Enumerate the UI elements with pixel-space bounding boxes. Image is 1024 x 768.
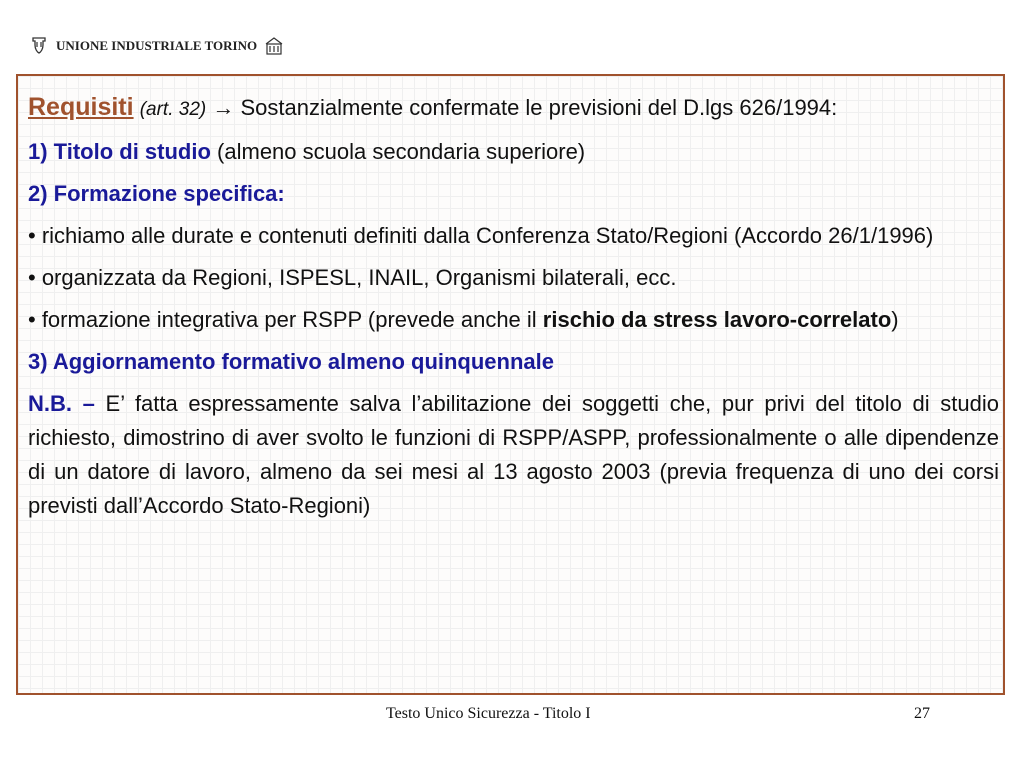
page-number: 27	[914, 705, 930, 722]
bullet3-suffix: )	[891, 307, 899, 332]
bullet-rspp-training	[28, 303, 999, 337]
item-study-title	[28, 135, 999, 169]
bullet-duration: • richiamo alle durate e contenuti definiti dalla Conferenza Stato/Regioni (Accordo 26/1/1996)	[28, 223, 934, 248]
slide-content-box	[16, 74, 1005, 695]
item1-text: (almeno scuola secondaria superiore)	[217, 139, 586, 164]
item2-label: 2) Formazione specifica:	[28, 181, 285, 206]
org-name: UNIONE INDUSTRIALE TORINO	[56, 38, 258, 53]
arrow-icon: →	[212, 95, 235, 120]
nb-paragraph	[28, 387, 999, 523]
requirements-summary: Sostanzialmente confermate le previsioni del D.lgs 626/1994:	[240, 95, 838, 120]
item1-label: 1) Titolo di studio	[28, 139, 211, 164]
bullet3-stress: rischio da stress lavoro-correlato	[542, 307, 892, 332]
requirements-heading	[28, 90, 999, 127]
emblem-icon	[30, 36, 48, 56]
slide-body	[28, 90, 999, 523]
nb-label: N.B. –	[28, 391, 95, 416]
building-icon	[265, 36, 283, 56]
nb-text: E’ fatta espressamente salva l’abilitazione dei soggetti che, pur privi del titolo di studio richiesto, dimostrino di aver svolto le funzioni di RSPP/ASPP, professionalmente o alle dipendenze di un datore di lavoro, almeno da sei mesi al 13 agosto 2003 (previa frequenza di uno dei corsi previsti dall’Accordo Stato-Regioni)	[28, 391, 999, 518]
article-ref: (art. 32)	[139, 99, 207, 120]
requirements-title: Requisiti	[28, 93, 134, 121]
bullet3-prefix: • formazione integrativa per RSPP (prevede anche il	[28, 307, 543, 332]
bullet-organization: • organizzata da Regioni, ISPESL, INAIL, Organismi bilaterali, ecc.	[28, 265, 677, 290]
item3-label: 3) Aggiornamento formativo almeno quinquennale	[28, 349, 555, 374]
footer-title: Testo Unico Sicurezza - Titolo I	[386, 705, 591, 722]
header	[30, 34, 283, 58]
